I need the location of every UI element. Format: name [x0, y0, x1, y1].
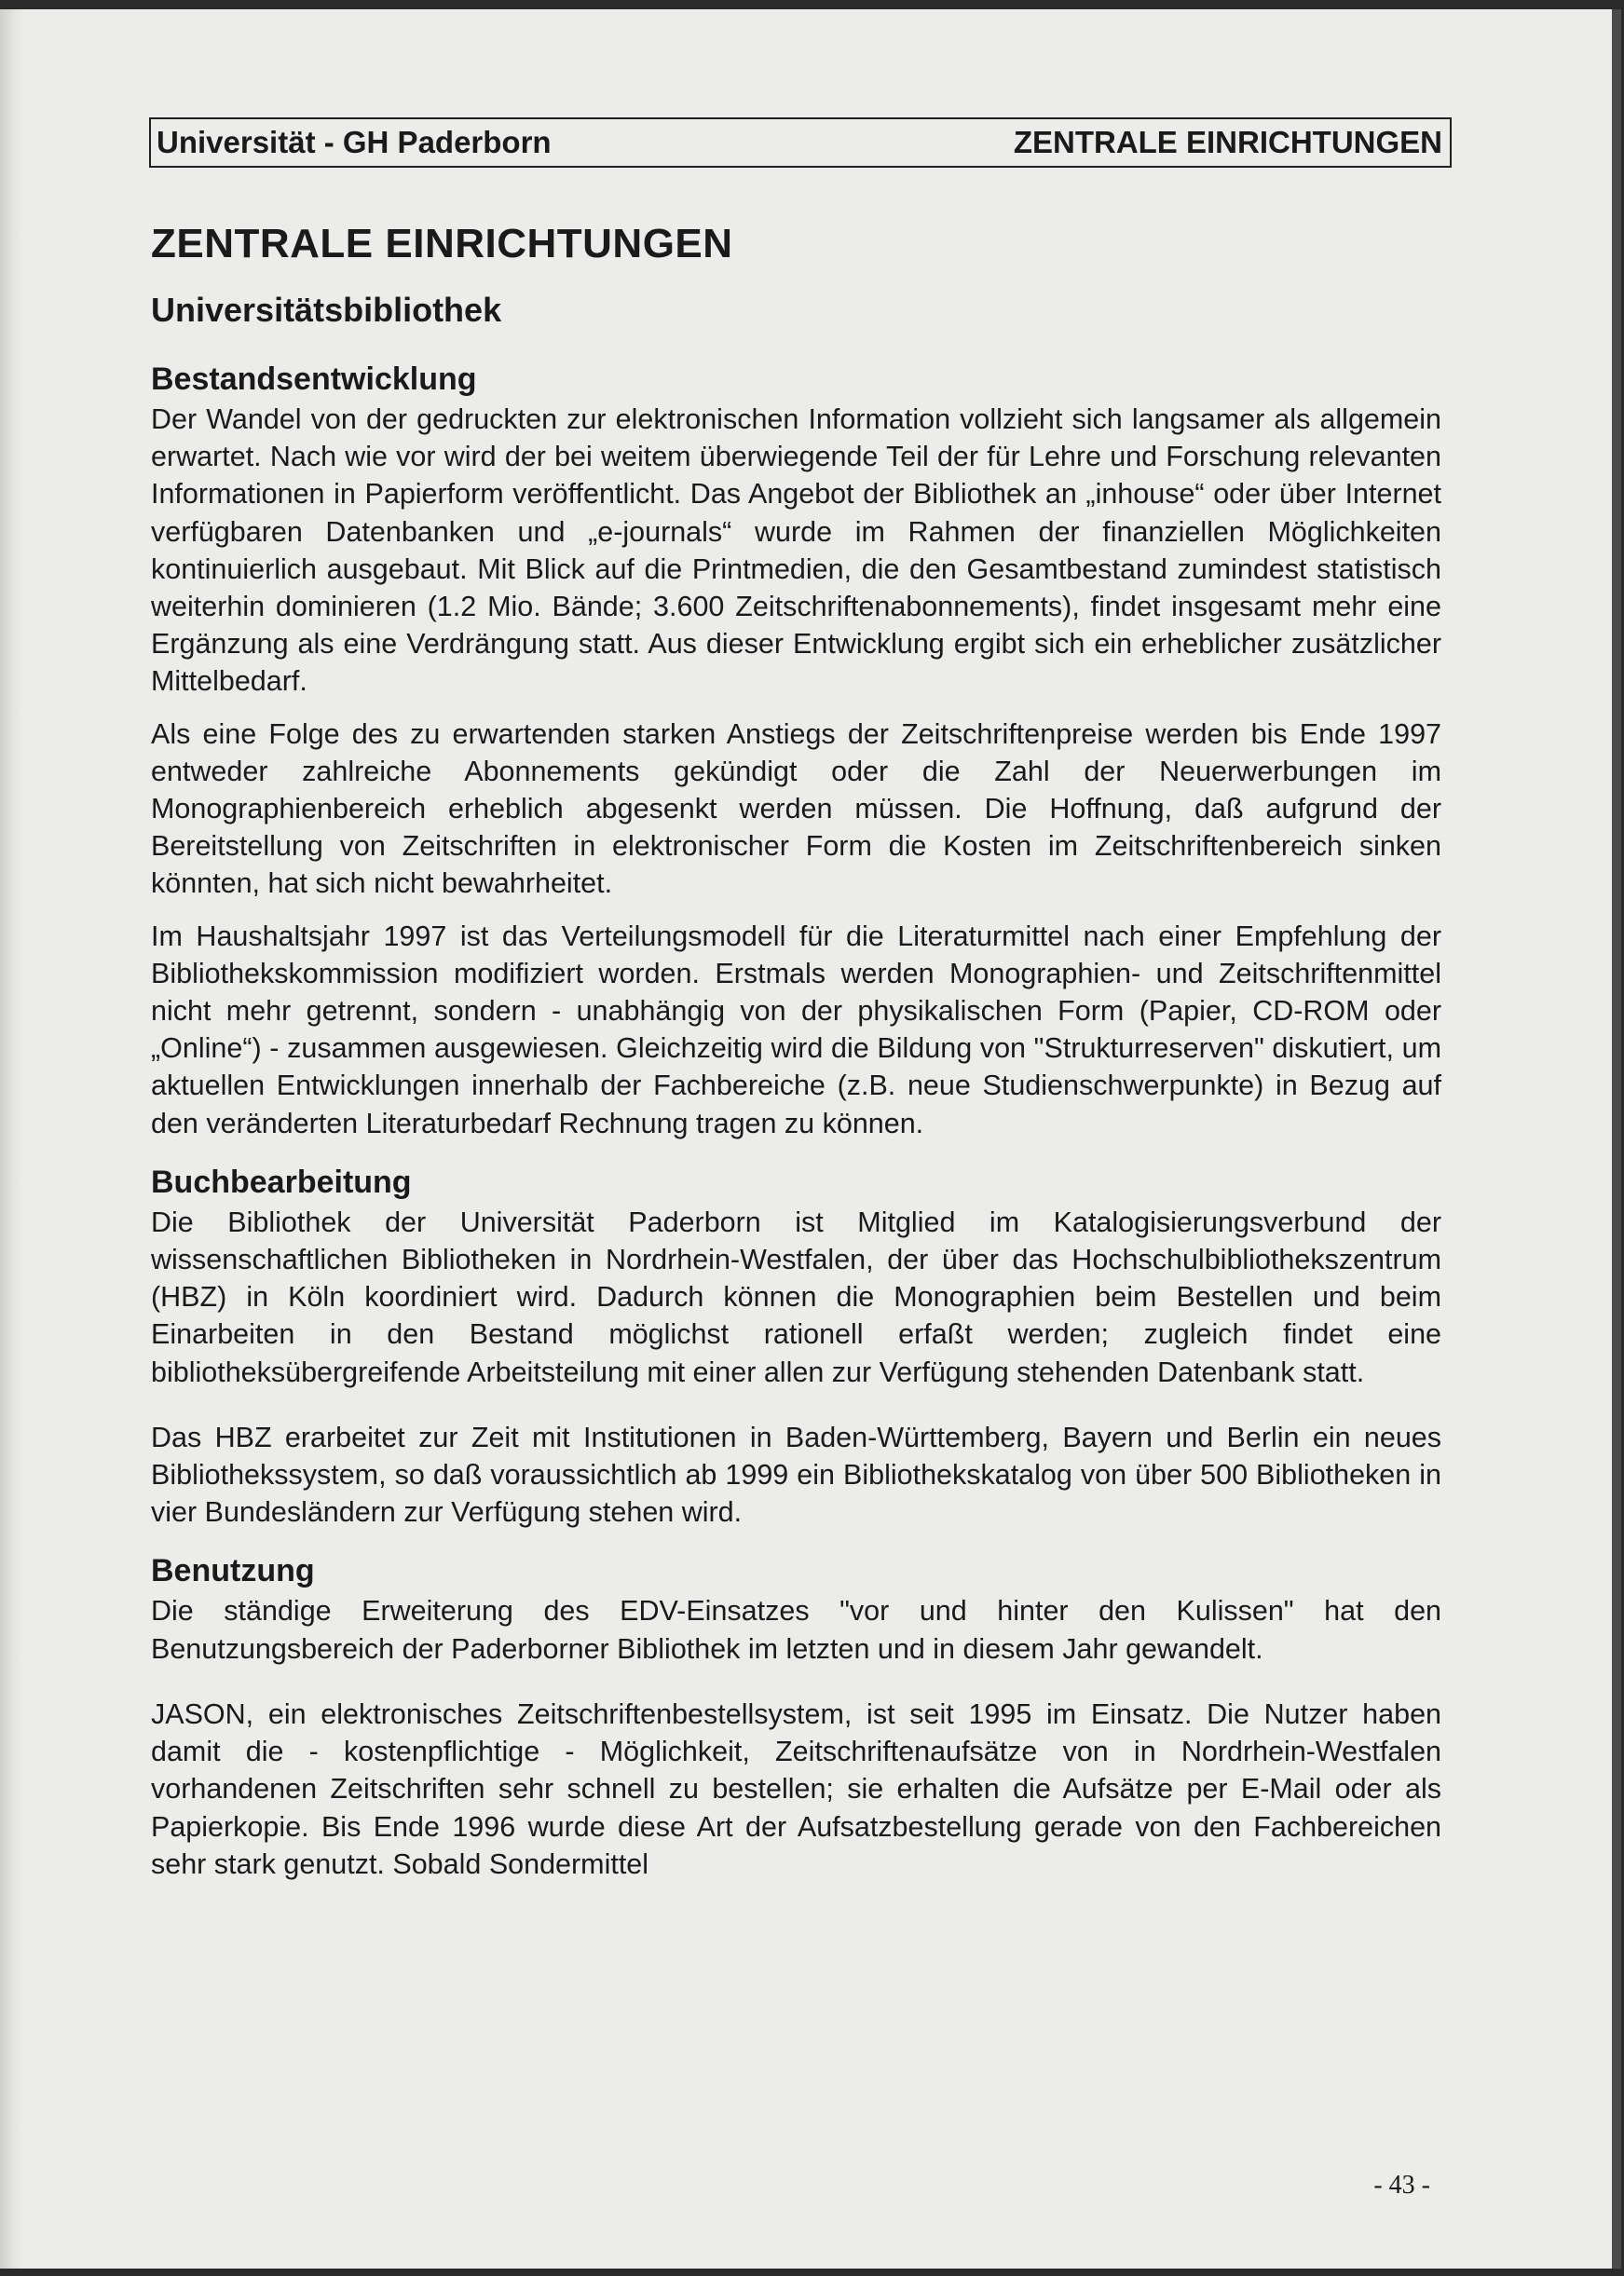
page-content: [151, 216, 1441, 1883]
paragraph: JASON, ein elektronisches Zeitschriftenbestellsystem, ist seit 1995 im Einsatz. Die Nutzer haben damit die - kostenpflichtige - Möglichkeit, Zeitschriftenaufsätze von in Nordrhein-Westfalen vorhandenen Zeitschriften sehr schnell zu bestellen; sie erhalten die Aufsätze per E-Mail oder als Papierkopie. Bis Ende 1996 wurde diese Art der Aufsatzbestellung gerade von den Fachbereichen sehr stark genutzt. Sobald Sondermittel: [151, 1697, 1441, 1880]
paragraph: Der Wandel von der gedruckten zur elektronischen Information vollzieht sich langsamer als allgemein erwartet. Nach wie vor wird der bei weitem überwiegende Teil der für Lehre und Forschung relevanten Informationen in Papierform veröffentlicht. Das Angebot der Bibliothek an „inhouse“ oder über Internet verfügbaren Datenbanken und „e-journals“ wurde im Rahmen der finanziellen Möglichkeiten kontinuierlich ausgebaut. Mit Blick auf die Printmedien, die den Gesamtbestand zumindest statistisch weiterhin dominieren (1.2 Mio. Bände; 3.600 Zeitschriftenabonnements), findet insgesamt mehr eine Ergänzung als eine Verdrängung statt. Aus dieser Entwicklung ergibt sich ein erheblicher zusätzlicher Mittelbedarf.: [151, 403, 1441, 698]
paragraph: Die ständige Erweiterung des EDV-Einsatzes "vor und hinter den Kulissen" hat den Benutzungsbereich der Paderborner Bibliothek im letzten und in diesem Jahr gewandelt.: [151, 1595, 1441, 1665]
section-heading-bestandsentwicklung: Bestandsentwicklung: [151, 361, 477, 397]
paragraph: Die Bibliothek der Universität Paderborn ist Mitglied im Katalogisierungsverbund der wissenschaftlichen Bibliotheken in Nordrhein-Westfalen, der über das Hochschulbibliothekszentrum (HBZ) in Köln koordiniert wird. Dadurch können die Monographien beim Bestellen und beim Einarbeiten in den Bestand möglichst rationell erfaßt werden; zugleich findet eine bibliotheksübergreifende Arbeitsteilung mit einer allen zur Verfügung stehenden Datenbank statt.: [151, 1206, 1441, 1388]
page-title: ZENTRALE EINRICHTUNGEN: [151, 221, 733, 266]
page-subtitle: Universitätsbibliothek: [151, 291, 502, 329]
page-left-edge-shadow: [0, 9, 24, 2269]
paragraph: Im Haushaltsjahr 1997 ist das Verteilungsmodell für die Literaturmittel nach einer Empfehlung der Bibliothekskommission modifiziert worden. Erstmals werden Monographien- und Zeitschriftenmittel nicht mehr getrennt, sondern - unabhängig von der physikalischen Form (Papier, CD-ROM oder „Online“) - zusammen ausgewiesen. Gleichzeitig wird die Bildung von "Strukturreserven" diskutiert, um aktuellen Entwicklungen innerhalb der Fachbereiche (z.B. neue Studienschwerpunkte) in Bezug auf den veränderten Literaturbedarf Rechnung tragen zu können.: [151, 920, 1441, 1139]
page-number: - 43 -: [1373, 2171, 1430, 2200]
section-heading-benutzung: Benutzung: [151, 1553, 315, 1589]
paragraph: Als eine Folge des zu erwartenden starken Anstiegs der Zeitschriftenpreise werden bis Ende 1997 entweder zahlreiche Abonnements gekündigt oder die Zahl der Neuerwerbungen im Monographienbereich erheblich abgesenkt werden müssen. Die Hoffnung, daß aufgrund der Bereitstellung von Zeitschriften in elektronischer Form die Kosten im Zeitschriftenbereich sinken könnten, hat sich nicht bewahrheitet.: [151, 717, 1441, 900]
section-heading-buchbearbeitung: Buchbearbeitung: [151, 1164, 412, 1200]
page-right-edge: [1612, 9, 1621, 2269]
document-page: [0, 9, 1621, 2269]
header-institution: Universität - GH Paderborn: [157, 125, 552, 159]
header-section: ZENTRALE EINRICHTUNGEN: [1013, 125, 1442, 159]
paragraph: Das HBZ erarbeitet zur Zeit mit Institutionen in Baden-Württemberg, Bayern und Berlin ein neues Bibliothekssystem, so daß voraussichtlich ab 1999 ein Bibliothekskatalog von über 500 Bibliotheken in vier Bundesländern zur Verfügung stehen wird.: [151, 1421, 1441, 1529]
running-header: [149, 117, 1452, 168]
